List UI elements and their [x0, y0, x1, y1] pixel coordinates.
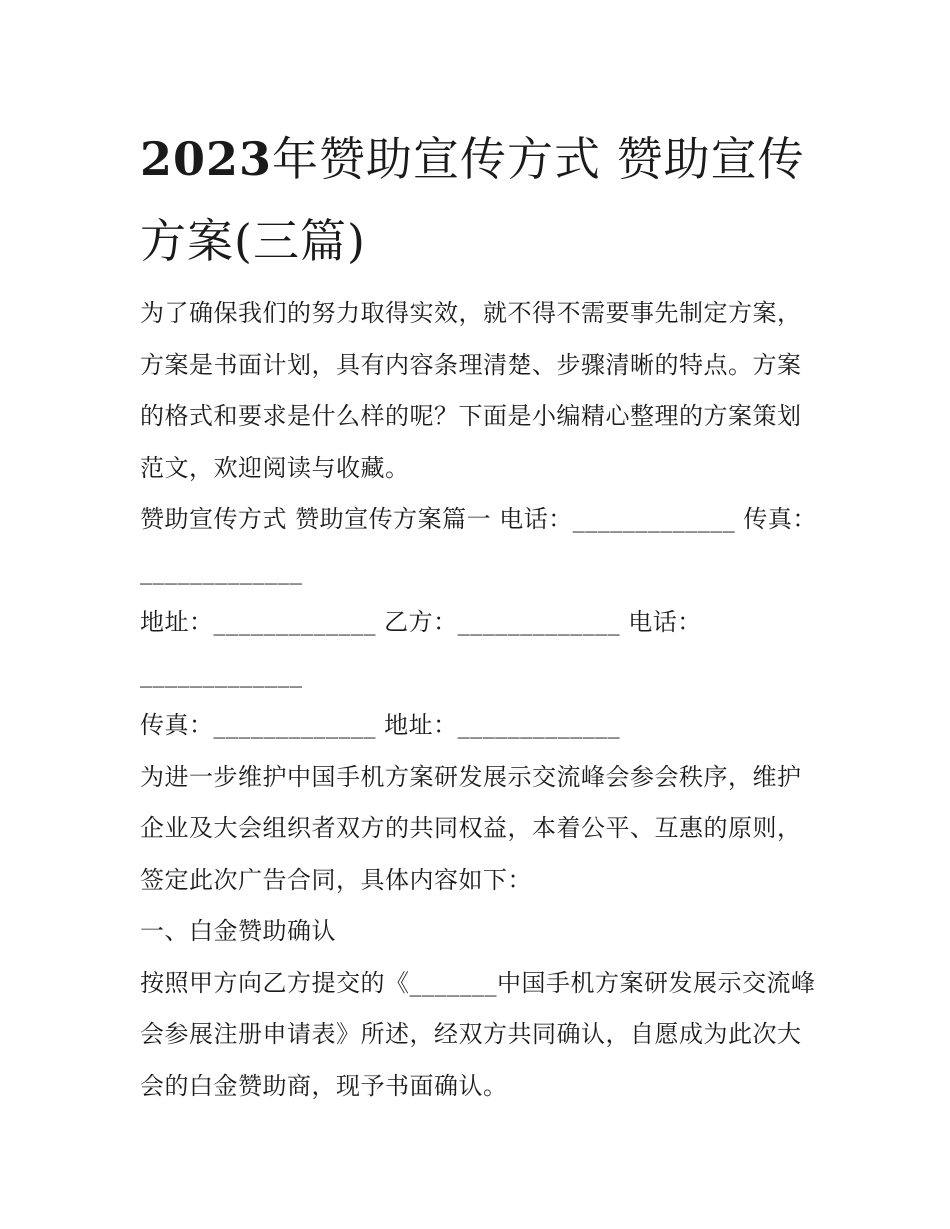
- contact-line-fax: 传真：_____________ 地址：_____________: [140, 711, 621, 739]
- document-page: [140, 118, 820, 1112]
- document-title: [140, 118, 820, 282]
- contract-purpose-paragraph: 为进一步维护中国手机方案研发展示交流峰会参会秩序，维护企业及大会组织者双方的共同权益，本着公平、互惠的原则，签定此次广告合同，具体内容如下：: [140, 762, 802, 894]
- platinum-confirmation-paragraph: 按照甲方向乙方提交的《_______中国手机方案研发展示交流峰会参展注册申请表》所述，经双方共同确认，自愿成为此次大会的白金赞助商，现予书面确认。: [140, 968, 816, 1100]
- contact-line-address: 地址：_____________ 乙方：_____________ 电话：_____________: [140, 608, 702, 688]
- title-year: 2023: [140, 132, 273, 186]
- contact-line-party-a: 赞助宣传方式 赞助宣传方案篇一 电话：_____________ 传真：_____________: [140, 505, 817, 585]
- title-text: 年赞助宣传方式 赞助宣传方案(三篇): [140, 132, 805, 268]
- intro-paragraph: 为了确保我们的努力取得实效，就不得不需要事先制定方案，方案是书面计划，具有内容条理清楚、步骤清晰的特点。方案的格式和要求是什么样的呢？下面是小编精心整理的方案策划范文，欢迎阅读与收藏。: [140, 299, 802, 482]
- section-heading-platinum: 一、白金赞助确认: [140, 917, 336, 945]
